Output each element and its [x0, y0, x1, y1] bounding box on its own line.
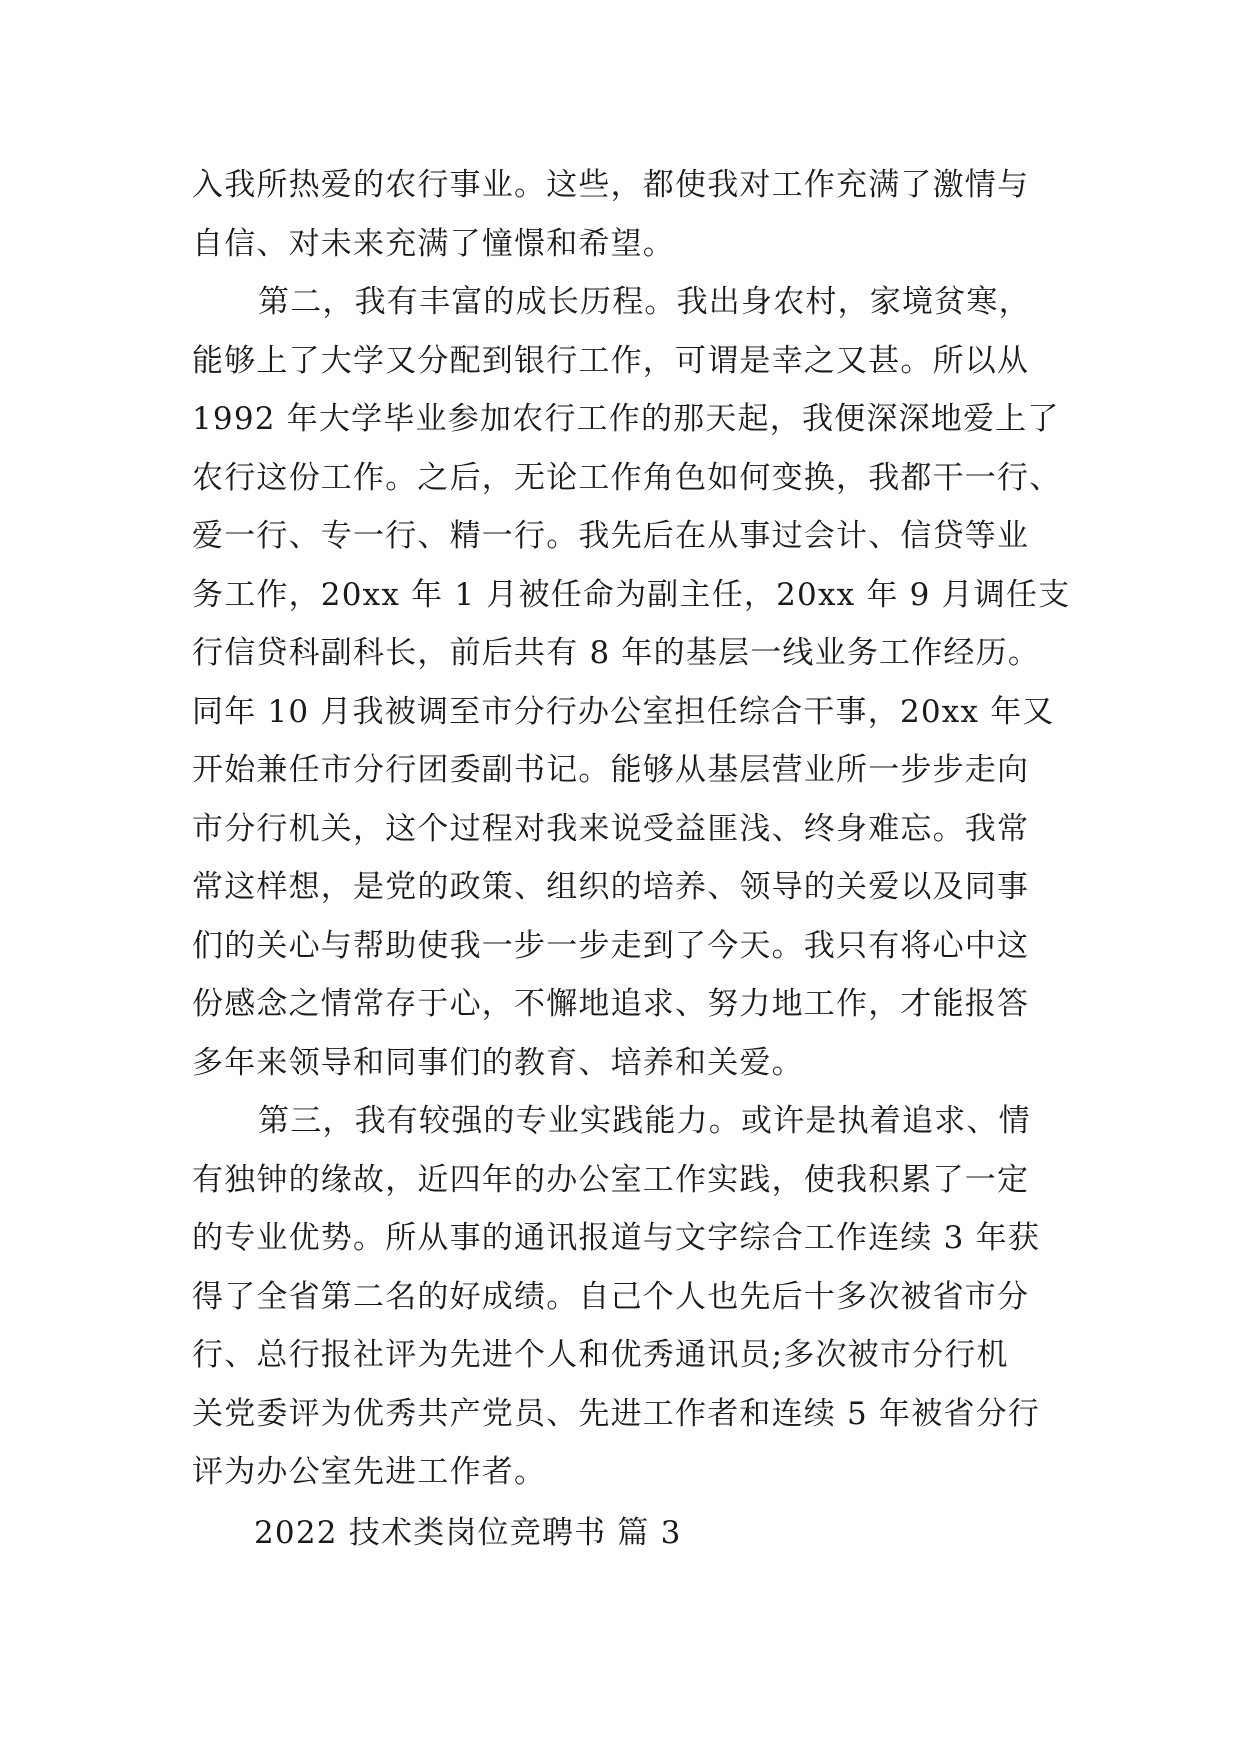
- text-line: 爱一行、专一行、精一行。我先后在从事过会计、信贷等业: [192, 518, 1030, 554]
- text-line: 农行这份工作。之后，无论工作角色如何变换，我都干一行、: [192, 459, 1062, 496]
- text-line: 评为办公室先进工作者。: [192, 1454, 547, 1490]
- text-line: 份感念之情常存于心，不懈地追求、努力地工作，才能报答: [192, 986, 1030, 1022]
- text-line: 们的关心与帮助使我一步一步走到了今天。我只有将心中这: [192, 927, 1030, 964]
- text-line: 得了全省第二名的好成绩。自己个人也先后十多次被省市分: [192, 1278, 1030, 1315]
- text-line: 同年 10 月我被调至市分行办公室担任综合干事，20xx 年又: [192, 693, 1055, 730]
- text-line: 多年来领导和同事们的教育、培养和关爱。: [192, 1044, 804, 1081]
- text-line: 有独钟的缘故，近四年的办公室工作实践，使我积累了一定: [192, 1161, 1030, 1198]
- text-line: 的专业优势。所从事的通讯报道与文字综合工作连续 3 年获: [192, 1220, 1041, 1256]
- document-body: [192, 156, 1072, 1562]
- paragraph-start-line: 第三，我有较强的专业实践能力。或许是执着追求、情: [258, 1103, 1031, 1139]
- text-line: 务工作，20xx 年 1 月被任命为副主任，20xx 年 9 月调任支: [192, 576, 1071, 613]
- text-line: 常这样想，是党的政策、组织的培养、领导的关爱以及同事: [192, 869, 1030, 905]
- text-line: 行信贷科副科长，前后共有 8 年的基层一线业务工作经历。: [192, 635, 1041, 671]
- text-line: 入我所热爱的农行事业。这些，都使我对工作充满了激情与: [192, 167, 1030, 203]
- text-line: 市分行机关，这个过程对我来说受益匪浅、终身难忘。我常: [192, 810, 1030, 847]
- text-line: 开始兼任市分行团委副书记。能够从基层营业所一步步走向: [192, 752, 1030, 788]
- text-line: 能够上了大学又分配到银行工作，可谓是幸之又甚。所以从: [192, 342, 1030, 379]
- section-heading: 2022 技术类岗位竞聘书 篇 3: [254, 1514, 682, 1551]
- text-line: 1992 年大学毕业参加农行工作的那天起，我便深深地爱上了: [192, 401, 1060, 437]
- text-line: 行、总行报社评为先进个人和优秀通讯员;多次被市分行机: [192, 1337, 1009, 1373]
- text-line: 关党委评为优秀共产党员、先进工作者和连续 5 年被省分行: [192, 1395, 1041, 1432]
- text-line: 自信、对未来充满了憧憬和希望。: [192, 225, 675, 262]
- paragraph-start-line: 第二，我有丰富的成长历程。我出身农村，家境贫寒，: [258, 284, 1031, 320]
